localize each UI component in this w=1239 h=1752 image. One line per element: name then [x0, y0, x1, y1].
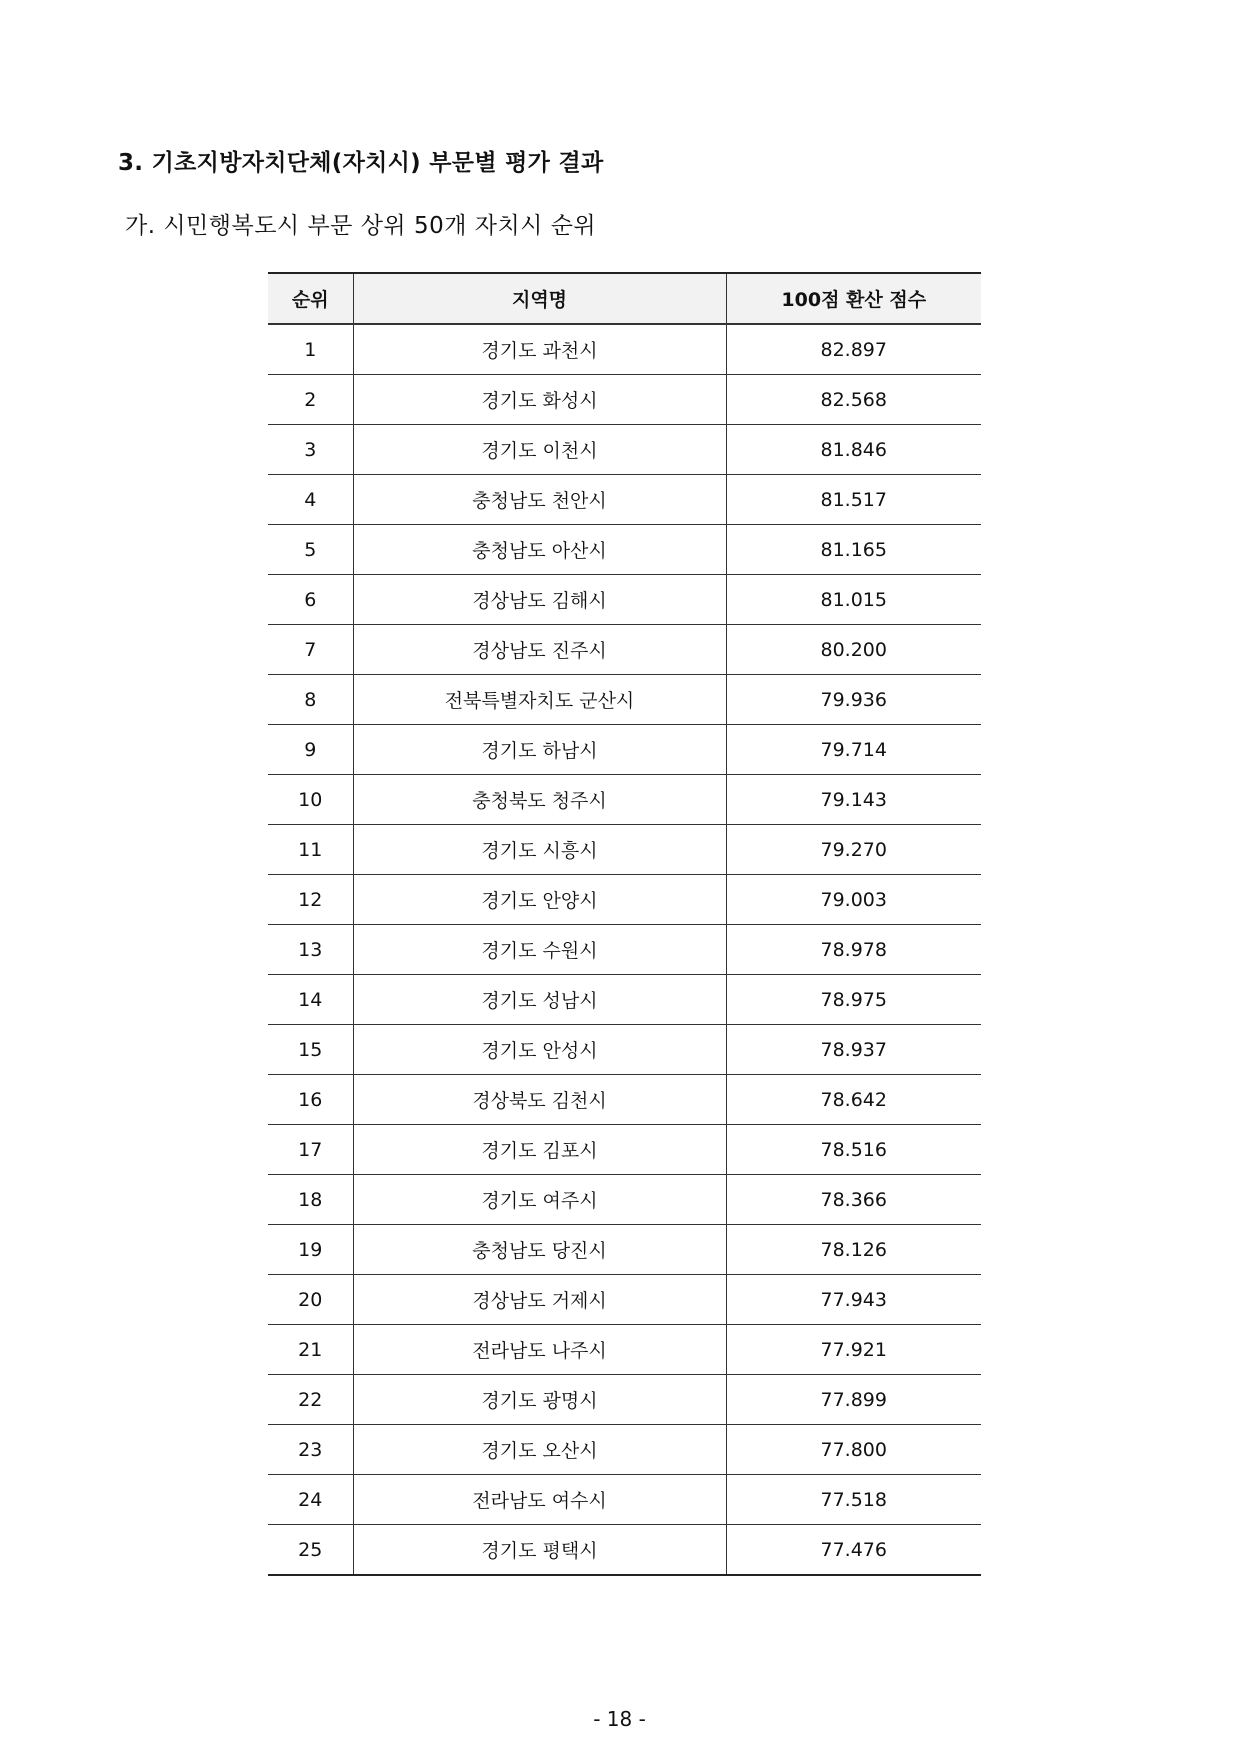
table-row	[268, 975, 981, 1025]
rank-cell: 17	[268, 1125, 353, 1175]
score-cell: 82.568	[726, 375, 981, 425]
score-cell: 79.936	[726, 675, 981, 725]
region-cell: 경기도 이천시	[353, 425, 726, 475]
score-cell: 77.899	[726, 1375, 981, 1425]
region-cell: 경기도 김포시	[353, 1125, 726, 1175]
region-cell: 경기도 오산시	[353, 1425, 726, 1475]
region-cell: 경기도 안성시	[353, 1025, 726, 1075]
header-score: 100점 환산 점수	[726, 273, 981, 324]
score-cell: 81.165	[726, 525, 981, 575]
region-cell: 경기도 광명시	[353, 1375, 726, 1425]
table-row	[268, 1025, 981, 1075]
region-cell: 경기도 안양시	[353, 875, 726, 925]
page-number: - 18 -	[593, 1707, 646, 1731]
rank-cell: 14	[268, 975, 353, 1025]
rank-cell: 3	[268, 425, 353, 475]
table-row	[268, 1125, 981, 1175]
score-cell: 78.642	[726, 1075, 981, 1125]
table-row	[268, 875, 981, 925]
score-cell: 79.270	[726, 825, 981, 875]
region-cell: 경기도 과천시	[353, 324, 726, 375]
table-header-row	[268, 273, 981, 324]
region-cell: 충청남도 당진시	[353, 1225, 726, 1275]
table-row	[268, 425, 981, 475]
rank-cell: 9	[268, 725, 353, 775]
table-body	[268, 324, 981, 1575]
rank-cell: 12	[268, 875, 353, 925]
table-row	[268, 675, 981, 725]
table-row	[268, 375, 981, 425]
header-region: 지역명	[353, 273, 726, 324]
region-cell: 경상남도 김해시	[353, 575, 726, 625]
table-row	[268, 925, 981, 975]
rank-cell: 20	[268, 1275, 353, 1325]
rank-cell: 16	[268, 1075, 353, 1125]
score-cell: 80.200	[726, 625, 981, 675]
rank-cell: 5	[268, 525, 353, 575]
region-cell: 경기도 평택시	[353, 1525, 726, 1576]
table-row	[268, 525, 981, 575]
region-cell: 전북특별자치도 군산시	[353, 675, 726, 725]
table-row	[268, 475, 981, 525]
table-row	[268, 1075, 981, 1125]
table-row	[268, 1175, 981, 1225]
score-cell: 81.517	[726, 475, 981, 525]
score-cell: 78.126	[726, 1225, 981, 1275]
score-cell: 79.003	[726, 875, 981, 925]
score-cell: 81.846	[726, 425, 981, 475]
table-row	[268, 1525, 981, 1576]
score-cell: 78.937	[726, 1025, 981, 1075]
score-cell: 81.015	[726, 575, 981, 625]
score-cell: 77.476	[726, 1525, 981, 1576]
table-row	[268, 324, 981, 375]
score-cell: 77.943	[726, 1275, 981, 1325]
region-cell: 경상남도 진주시	[353, 625, 726, 675]
rank-cell: 19	[268, 1225, 353, 1275]
rank-cell: 1	[268, 324, 353, 375]
rank-cell: 15	[268, 1025, 353, 1075]
table-row	[268, 625, 981, 675]
table-row	[268, 575, 981, 625]
rank-cell: 25	[268, 1525, 353, 1576]
region-cell: 충청남도 천안시	[353, 475, 726, 525]
region-cell: 충청남도 아산시	[353, 525, 726, 575]
rank-cell: 2	[268, 375, 353, 425]
region-cell: 전라남도 여수시	[353, 1475, 726, 1525]
table-row	[268, 775, 981, 825]
region-cell: 경상북도 김천시	[353, 1075, 726, 1125]
table-row	[268, 725, 981, 775]
score-cell: 77.921	[726, 1325, 981, 1375]
region-cell: 충청북도 청주시	[353, 775, 726, 825]
rank-cell: 6	[268, 575, 353, 625]
region-cell: 경상남도 거제시	[353, 1275, 726, 1325]
table-row	[268, 1475, 981, 1525]
region-cell: 경기도 여주시	[353, 1175, 726, 1225]
region-cell: 경기도 수원시	[353, 925, 726, 975]
table-row	[268, 1325, 981, 1375]
score-cell: 78.975	[726, 975, 981, 1025]
ranking-table	[268, 272, 981, 1576]
table-row	[268, 1225, 981, 1275]
rank-cell: 24	[268, 1475, 353, 1525]
rank-cell: 8	[268, 675, 353, 725]
score-cell: 79.714	[726, 725, 981, 775]
region-cell: 경기도 성남시	[353, 975, 726, 1025]
sub-title: 가. 시민행복도시 부문 상위 50개 자치시 순위	[125, 213, 597, 239]
rank-cell: 18	[268, 1175, 353, 1225]
rank-cell: 13	[268, 925, 353, 975]
table-row	[268, 1425, 981, 1475]
table-row	[268, 825, 981, 875]
score-cell: 78.366	[726, 1175, 981, 1225]
table-row	[268, 1375, 981, 1425]
score-cell: 82.897	[726, 324, 981, 375]
region-cell: 전라남도 나주시	[353, 1325, 726, 1375]
score-cell: 79.143	[726, 775, 981, 825]
rank-cell: 22	[268, 1375, 353, 1425]
rank-cell: 11	[268, 825, 353, 875]
region-cell: 경기도 시흥시	[353, 825, 726, 875]
region-cell: 경기도 화성시	[353, 375, 726, 425]
score-cell: 77.518	[726, 1475, 981, 1525]
rank-cell: 21	[268, 1325, 353, 1375]
score-cell: 78.516	[726, 1125, 981, 1175]
region-cell: 경기도 하남시	[353, 725, 726, 775]
rank-cell: 10	[268, 775, 353, 825]
header-rank: 순위	[268, 273, 353, 324]
rank-cell: 4	[268, 475, 353, 525]
table-row	[268, 1275, 981, 1325]
score-cell: 77.800	[726, 1425, 981, 1475]
score-cell: 78.978	[726, 925, 981, 975]
rank-cell: 7	[268, 625, 353, 675]
rank-cell: 23	[268, 1425, 353, 1475]
section-title: 3. 기초지방자치단체(자치시) 부문별 평가 결과	[118, 150, 604, 176]
